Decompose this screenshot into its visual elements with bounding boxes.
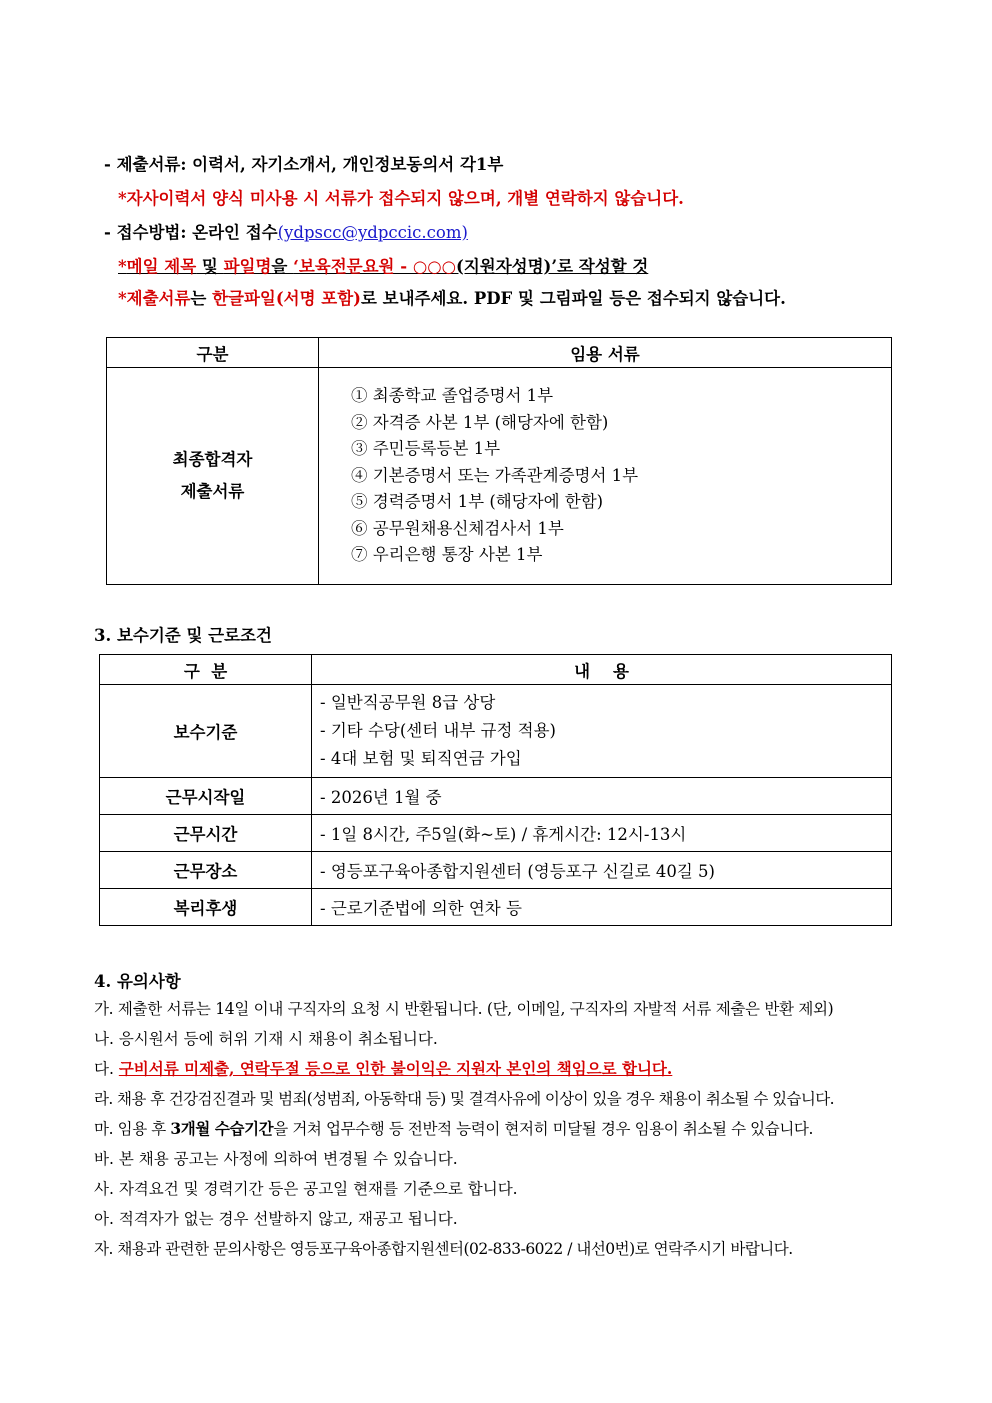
notice-item-ma-b: 3개월 수습기간 (170, 1119, 274, 1138)
row-value: - 근로기준법에 의한 연차 등 (312, 889, 892, 926)
pay-line: - 4대 보험 및 퇴직연금 가입 (320, 749, 522, 768)
mail-subject-star: * (118, 257, 127, 276)
mail-subject-part-d: 을 (271, 257, 294, 276)
final-docs-header-category: 구분 (107, 338, 319, 368)
list-item: ⑦ 우리은행 통장 사본 1부 (351, 545, 543, 565)
pay-content-cell (312, 685, 892, 778)
final-docs-list (351, 383, 891, 569)
file-format-star: * (118, 289, 127, 308)
notice-item-da (94, 1057, 672, 1079)
notice-item-sa: 사. 자격요건 및 경력기간 등은 공고일 현재를 기준으로 합니다. (94, 1180, 518, 1198)
list-item: ⑥ 공무원채용신체검사서 1부 (351, 518, 564, 538)
conditions-header-category: 구 분 (100, 655, 312, 685)
row-label: 근무시작일 (100, 778, 312, 815)
mail-subject-part-b: 및 (196, 257, 224, 276)
final-docs-row (107, 368, 892, 585)
list-item: ② 자격증 사본 1부 (해당자에 한함) (351, 412, 609, 432)
final-docs-category-cell (107, 368, 319, 585)
table-row (100, 889, 892, 926)
conditions-header-content: 내 용 (312, 655, 892, 685)
submit-docs-line: - 제출서류: 이력서, 자기소개서, 개인정보동의서 각1부 (104, 155, 504, 174)
list-item: ⑤ 경력증명서 1부 (해당자에 한함) (351, 492, 604, 512)
final-docs-header-row (107, 338, 892, 368)
file-format-rule (118, 285, 786, 309)
row-label: 근무장소 (100, 852, 312, 889)
table-row (100, 852, 892, 889)
notice-item-ma-a: 마. 임용 후 (94, 1120, 171, 1138)
mail-subject-part-e: ‘보육전문요원 - ○○○ (293, 257, 457, 276)
table-row (100, 815, 892, 852)
final-docs-category-line1: 최종합격자 (172, 450, 253, 469)
notice-item-da-red: 구비서류 미제출, 연락두절 등으로 인한 불이익은 지원자 본인의 책임으로 합니다. (118, 1059, 673, 1078)
notice-item-ba: 바. 본 채용 공고는 사정에 의하여 변경될 수 있습니다. (94, 1150, 458, 1168)
row-value: - 2026년 1월 중 (312, 778, 892, 815)
pay-line: - 기타 수당(센터 내부 규정 적용) (320, 721, 556, 740)
notice-item-a: 아. 적격자가 없는 경우 선발하지 않고, 재공고 됩니다. (94, 1210, 458, 1228)
mail-subject-rule (118, 253, 648, 277)
file-format-part-c: 한글파일(서명 포함) (212, 289, 361, 308)
final-docs-header-docs: 임용 서류 (319, 338, 892, 368)
mail-subject-part-c: 파일명 (223, 257, 272, 276)
final-docs-list-cell (319, 368, 892, 585)
notice-item-ga: 가. 제출한 서류는 14일 이내 구직자의 요청 시 반환됩니다. (단, 이메일, 구직자의 자발적 서류 제출은 반환 제외) (94, 1000, 834, 1018)
notice-item-da-prefix: 다. (94, 1060, 119, 1078)
file-format-part-d: 로 보내주세요. PDF 및 그림파일 등은 접수되지 않습니다. (360, 289, 786, 308)
final-docs-table (106, 337, 892, 585)
row-value: - 영등포구육아종합지원센터 (영등포구 신길로 40길 5) (312, 852, 892, 889)
notice-item-ma (94, 1117, 813, 1139)
notice-item-ma-c: 을 거쳐 업무수행 등 전반적 능력이 현저히 미달될 경우 임용이 취소될 수 있습니다. (273, 1120, 813, 1138)
mail-subject-part-a: 메일 제목 (126, 257, 197, 276)
conditions-header-row (100, 655, 892, 685)
submit-docs-note: *자사이력서 양식 미사용 시 서류가 접수되지 않으며, 개별 연락하지 않습니다. (118, 189, 684, 208)
submit-method-label: - 접수방법: 온라인 접수 (104, 223, 278, 242)
conditions-table (99, 654, 892, 926)
notice-item-na: 나. 응시원서 등에 허위 기재 시 채용이 취소됩니다. (94, 1030, 438, 1048)
list-item: ④ 기본증명서 또는 가족관계증명서 1부 (351, 465, 639, 485)
submit-method-line (104, 219, 468, 243)
pay-label-cell: 보수기준 (100, 685, 312, 778)
section3-title: 3. 보수기준 및 근로조건 (94, 626, 272, 645)
list-item: ③ 주민등록등본 1부 (351, 439, 501, 459)
section4-title: 4. 유의사항 (94, 972, 181, 991)
row-label: 근무시간 (100, 815, 312, 852)
file-format-part-b: 는 (190, 289, 213, 308)
row-label: 복리후생 (100, 889, 312, 926)
submit-email-link[interactable]: (ydpscc@ydpccic.com) (277, 223, 468, 242)
file-format-part-a: 제출서류 (126, 289, 191, 308)
notice-item-ra: 라. 채용 후 건강검진결과 및 범죄(성범죄, 아동학대 등) 및 결격사유에 이상이 있을 경우 채용이 취소될 수 있습니다. (94, 1090, 834, 1108)
pay-line: - 일반직공무원 8급 상당 (320, 693, 496, 712)
final-docs-category-line2: 제출서류 (180, 482, 245, 501)
notice-item-ja: 자. 채용과 관련한 문의사항은 영등포구육아종합지원센터(02-833-6022 / 내선0번)로 연락주시기 바랍니다. (94, 1240, 793, 1258)
table-row (100, 685, 892, 778)
table-row (100, 778, 892, 815)
mail-subject-part-f: (지원자성명)’로 작성할 것 (456, 257, 649, 276)
list-item: ① 최종학교 졸업증명서 1부 (351, 385, 554, 405)
row-value: - 1일 8시간, 주5일(화~토) / 휴게시간: 12시-13시 (312, 815, 892, 852)
